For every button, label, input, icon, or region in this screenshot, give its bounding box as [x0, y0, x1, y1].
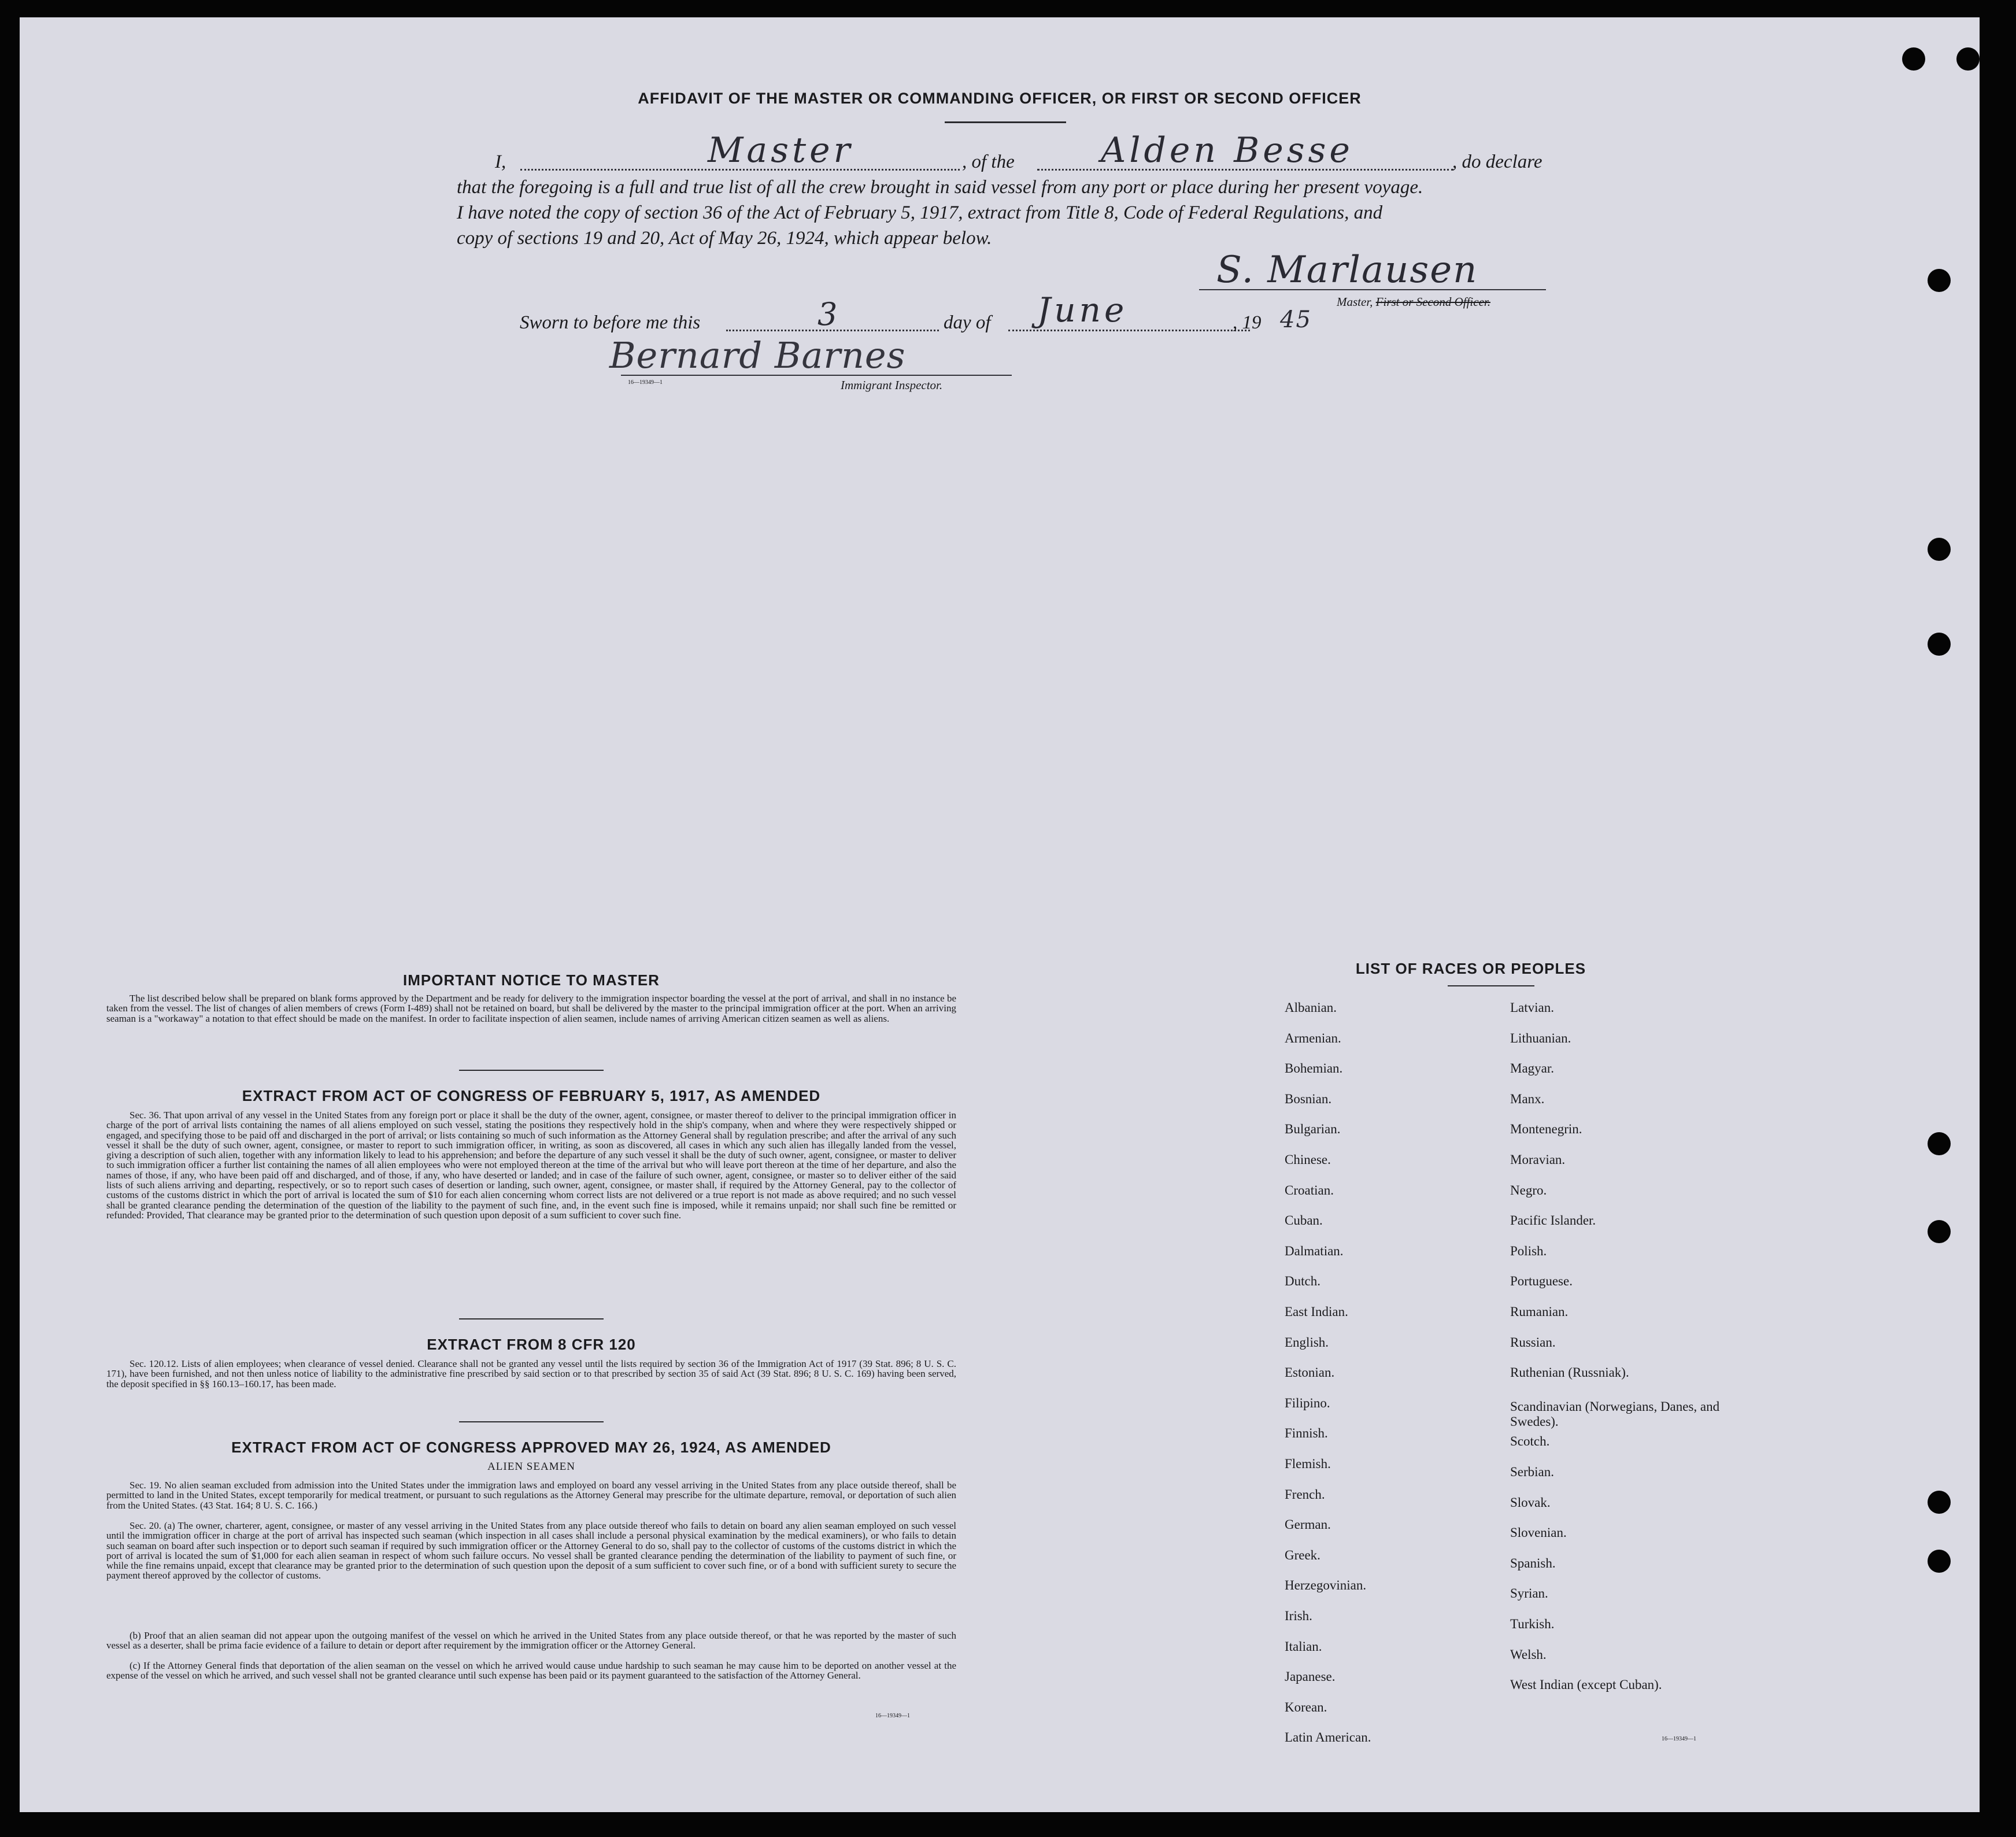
inspector-signature: Bernard Barnes	[609, 334, 906, 376]
sworn-day-handwritten: 3	[818, 296, 841, 332]
inspector-caption: Immigrant Inspector.	[841, 378, 943, 392]
race-item: Latvian.	[1510, 1000, 1554, 1015]
race-item: Serbian.	[1510, 1465, 1555, 1479]
affidavit-line-2: that the foregoing is a full and true list of all the crew brought in said vessel from any port or place during her present voyage.	[457, 177, 1423, 198]
sworn-day-of: day of	[944, 312, 991, 333]
race-item: Filipino.	[1285, 1395, 1330, 1410]
race-item: Negro.	[1510, 1182, 1547, 1197]
race-item: Slovenian.	[1510, 1525, 1567, 1540]
sworn-year-prefix: , 19	[1233, 312, 1262, 333]
sworn-prefix: Sworn to before me this	[520, 312, 701, 333]
sworn-month-blank	[1008, 330, 1250, 331]
race-item: Italian.	[1285, 1639, 1322, 1654]
inspector-signature-line	[621, 375, 1012, 376]
race-item: Rumanian.	[1510, 1304, 1569, 1319]
extract-1924-sec20c: (c) If the Attorney General finds that deportation of the alien seaman on the vessel on which he arrived would cause undue hardship to such seaman he may cause him to be deported on another vessel at the expense of the vessel on which he arrived, and such vessel shall not be granted clearance until such expense has been paid or its payment guaranteed to the satisfaction of the Attorney General.	[106, 1660, 956, 1681]
race-item: Syrian.	[1510, 1586, 1548, 1601]
affidavit-do-declare: , do declare	[1452, 151, 1542, 172]
race-item: West Indian (except Cuban).	[1510, 1677, 1662, 1692]
master-signature-line	[1199, 289, 1546, 290]
race-item: German.	[1285, 1517, 1331, 1532]
race-item: Scotch.	[1510, 1434, 1550, 1449]
race-item: Irish.	[1285, 1609, 1312, 1623]
document-page	[20, 17, 1980, 1812]
divider-3	[459, 1421, 604, 1422]
race-item: Chinese.	[1285, 1152, 1331, 1167]
race-item: Cuban.	[1285, 1213, 1323, 1228]
master-caption-master: Master,	[1337, 295, 1373, 309]
race-item: Montenegrin.	[1510, 1122, 1582, 1137]
race-item: Ruthenian (Russniak).	[1510, 1365, 1629, 1380]
races-form-number: 16—19349—1	[1662, 1736, 1696, 1742]
race-item: Albanian.	[1285, 1000, 1337, 1015]
race-item: English.	[1285, 1335, 1329, 1350]
affidavit-line-4: copy of sections 19 and 20, Act of May 26, 1924, which appear below.	[457, 228, 992, 249]
extract-1924-sec20a: Sec. 20. (a) The owner, charterer, agent, consignee, or master of any vessel arriving in the United States from any place outside thereof who fails to detain on board any alien seaman employed on such vessel until the immigration officer in charge at the port of arrival has inspected such seaman (which inspection in all cases shall include a personal physical examination by the medical examiners), or who fails to detain such seaman on board after such inspection or to deport such seaman if required by such immigration officer or the Attorney General to do so, shall pay to the collector of customs of the customs district in which the port of arrival is located the sum of $1,000 for each alien seaman in respect of whom such failure occurs. No vessel shall be granted clearance pending the determination of the liability to payment of such fine, or while the fine remains unpaid, except that clearance may be granted prior to the determination of such question upon the deposit of a sum sufficient to cover such fine, or of a bond with sufficient surety to secure the payment thereof approved by the collector of customs.	[106, 1520, 956, 1581]
affidavit-i: I,	[495, 151, 506, 172]
races-title-rule	[1448, 985, 1534, 986]
race-item: French.	[1285, 1487, 1325, 1502]
race-item: Turkish.	[1510, 1617, 1555, 1631]
extract-1924-sec19: Sec. 19. No alien seaman excluded from admission into the United States under the immigration laws and employed on board any vessel arriving in the United States from any place outside thereof, shall be permitted to land in the United States, except temporarily for medical treatment, or pursuant to such regulations as the Attorney General may prescribe for the ultimate departure, removal, or deportation of such alien from the United States. (43 Stat. 164; 8 U. S. C. 166.)	[106, 1480, 956, 1511]
vessel-handwritten: Alden Besse	[1101, 130, 1353, 171]
race-item: Dutch.	[1285, 1274, 1320, 1289]
punch-hole	[1928, 1220, 1951, 1243]
race-item: Latin American.	[1285, 1730, 1371, 1745]
race-item: Scandinavian (Norwegians, Danes, and Swedes).	[1510, 1399, 1720, 1429]
extract-1924-subtitle: ALIEN SEAMEN	[487, 1461, 575, 1473]
master-caption	[1337, 295, 1490, 309]
punch-hole	[1928, 269, 1951, 292]
punch-hole	[1928, 633, 1951, 656]
affidavit-title: AFFIDAVIT OF THE MASTER OR COMMANDING OFFICER, OR FIRST OR SECOND OFFICER	[638, 90, 1362, 107]
punch-hole	[1928, 538, 1951, 561]
affidavit-form-number: 16—19349—1	[628, 379, 663, 386]
race-item: Bohemian.	[1285, 1061, 1343, 1076]
race-item: Moravian.	[1510, 1152, 1566, 1167]
race-item: Greek.	[1285, 1547, 1320, 1562]
notice-title: IMPORTANT NOTICE TO MASTER	[403, 971, 660, 989]
extract-cfr-body: Sec. 120.12. Lists of alien employees; when clearance of vessel denied. Clearance shall not be granted any vessel until the lists required by section 36 of the Immigration Act of 1917 (39 Stat. 896; 8 U. S. C. 171), have been furnished, and not then unless notice of liability to the administrative fine prescribed by said section or to that prescribed by section 35 of said Act (39 Stat. 896; 8 U. S. C. 169) having been served, the deposit specified in §§ 160.13–160.17, has been made.	[106, 1358, 956, 1389]
race-item: Bosnian.	[1285, 1091, 1332, 1106]
sworn-year-handwritten: 45	[1280, 306, 1312, 333]
punch-hole	[1956, 47, 1980, 71]
notice-body: The list described below shall be prepared on blank forms approved by the Department and be ready for delivery to the immigration inspector boarding the vessel at the port of arrival, and shall in no instance be taken from the vessel. The list of changes of alien members of crews (Form I-489) shall not be retained on board, but shall be delivered by the master to the principal immigration officer at the port. When an arriving seaman is a "workaway" a notation to that effect should be made on the manifest. In order to facilitate inspection of alien seamen, include names of arriving American citizen seamen as well as aliens.	[106, 993, 956, 1024]
master-caption-struck: First or Second Officer.	[1375, 295, 1490, 309]
race-item: Japanese.	[1285, 1669, 1336, 1684]
extract-1924-title: EXTRACT FROM ACT OF CONGRESS APPROVED MAY 26, 1924, AS AMENDED	[231, 1439, 831, 1456]
race-item: Manx.	[1510, 1091, 1545, 1106]
race-item: Portuguese.	[1510, 1274, 1573, 1289]
punch-hole	[1928, 1491, 1951, 1514]
race-item: Estonian.	[1285, 1365, 1335, 1380]
extract-cfr-title: EXTRACT FROM 8 CFR 120	[427, 1336, 636, 1353]
race-item: Herzegovinian.	[1285, 1578, 1367, 1593]
race-item: Armenian.	[1285, 1030, 1341, 1045]
divider-1	[459, 1070, 604, 1071]
race-item: Pacific Islander.	[1510, 1213, 1596, 1228]
races-title: LIST OF RACES OR PEOPLES	[1355, 960, 1586, 977]
race-item: Russian.	[1510, 1335, 1556, 1350]
race-item: Magyar.	[1510, 1061, 1555, 1076]
position-handwritten: Master	[708, 130, 854, 171]
race-item: Slovak.	[1510, 1495, 1551, 1510]
extract-1917-body: Sec. 36. That upon arrival of any vessel in the United States from any foreign port or place it shall be the duty of the owner, agent, consignee, or master thereof to deliver to the principal immigration officer in charge of the port of arrival lists containing the names of all aliens employed on such vessel, stating the positions they respectively hold in the ship's company, when and where they were respectively shipped or engaged, and specifying those to be paid off and discharged in the port of arrival; or lists containing so much of such information as the Attorney General shall by regulation prescribe; and after the arrival of any such vessel it shall be the duty of such owner, agent, consignee, or master to report to such immigration officer, in writing, as soon as discovered, all cases in which any such alien has illegally landed from the vessel, giving a description of such alien, together with any information likely to lead to his apprehension; and before the departure of any such vessel it shall be the duty of such owner, agent, consignee, or master to deliver to such immigration officer a further list containing the names of all alien employees who were not employed thereon at the time of the arrival but who will leave port thereon at the time of her departure, and also the names of those, if any, who have been paid off and discharged, and of those, if any, who have deserted or landed; and in case of the failure of such owner, agent, consignee, or master so to deliver either of the said lists of such aliens arriving and departing, respectively, or so to report such cases of desertion or landing, such owner, agent, consignee, or master shall, if required by the Attorney General, pay to the collector of customs of the customs district in which the port of arrival is located the sum of $10 for each alien concerning whom correct lists are not delivered or a true report is not made as above required; and no such vessel shall be granted clearance pending the determination of the question of the liability to the payment of such fine, and, in the event such fine is imposed, while it remains unpaid; nor shall such fine be remitted or refunded: Provided, That clearance may be granted prior to the determination of such question upon deposit of a sum sufficient to cover such fine.	[106, 1110, 956, 1221]
title-rule	[945, 121, 1066, 123]
punch-hole	[1928, 1132, 1951, 1155]
punch-hole	[1928, 1550, 1951, 1573]
race-item: Flemish.	[1285, 1457, 1331, 1471]
extract-form-number: 16—19349—1	[875, 1713, 910, 1719]
race-item: East Indian.	[1285, 1304, 1348, 1319]
race-item: Finnish.	[1285, 1426, 1328, 1441]
race-item: Croatian.	[1285, 1182, 1334, 1197]
race-item: Bulgarian.	[1285, 1122, 1341, 1137]
divider-2	[459, 1318, 604, 1319]
race-item: Spanish.	[1510, 1555, 1556, 1570]
punch-hole	[1902, 47, 1925, 71]
master-signature: S. Marlausen	[1216, 249, 1478, 291]
extract-1917-title: EXTRACT FROM ACT OF CONGRESS OF FEBRUARY 5, 1917, AS AMENDED	[242, 1087, 821, 1104]
affidavit-line-3: I have noted the copy of section 36 of the Act of February 5, 1917, extract from Title 8, Code of Federal Regulations, and	[457, 202, 1383, 223]
sworn-month-handwritten: June	[1037, 290, 1128, 330]
extract-1924-sec20b: (b) Proof that an alien seaman did not appear upon the outgoing manifest of the vessel on which he arrived in the United States from any place outside thereof, or that he was reported by the master of such vessel as a deserter, shall be prima facie evidence of a failure to detain or deport after requirement by the immigration officer or the Attorney General.	[106, 1630, 956, 1651]
affidavit-of-the: , of the	[962, 151, 1015, 172]
race-item: Lithuanian.	[1510, 1030, 1571, 1045]
race-item: Korean.	[1285, 1699, 1327, 1714]
race-item: Polish.	[1510, 1243, 1547, 1258]
race-item: Dalmatian.	[1285, 1243, 1344, 1258]
race-item: Welsh.	[1510, 1647, 1547, 1662]
